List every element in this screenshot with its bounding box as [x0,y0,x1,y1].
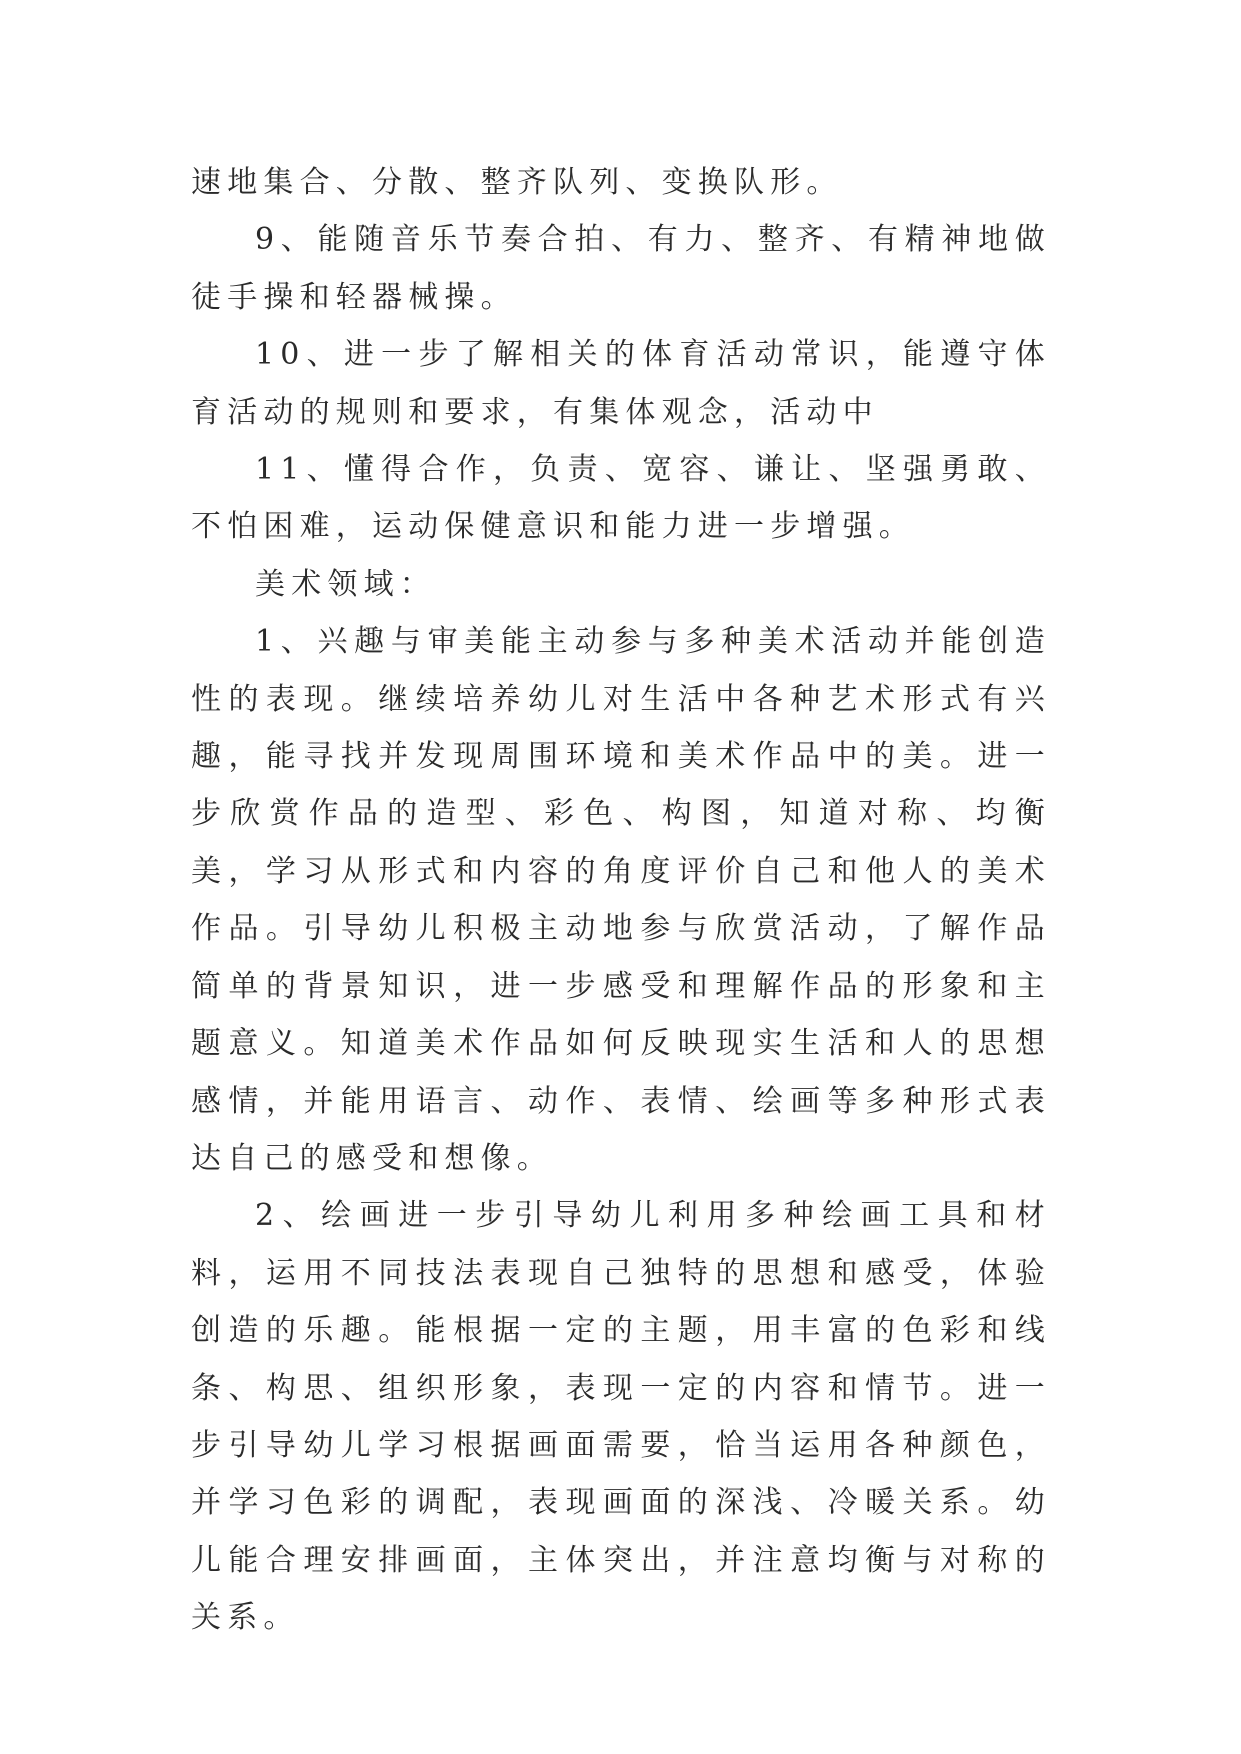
paragraph-1: 速地集合、分散、整齐队列、变换队形。 [191,165,843,200]
section-heading-art: 美术领域： [255,566,436,602]
document-page [191,154,1051,1647]
paragraph-art-1: 1、兴趣与审美能主动参与多种美术活动并能创造性的表现。继续培养幼儿对生活中各种艺术形式有兴趣，能寻找并发现周围环境和美术作品中的美。进一步欣赏作品的造型、彩色、构图，知道对称、均衡美，学习从形式和内容的角度评价自己和他人的美术作品。引导幼儿积极主动地参与欣赏活动，了解作品简单的背景知识，进一步感受和理解作品的形象和主题意义。知道美术作品如何反映现实生活和人的思想感情，并能用语言、动作、表情、绘画等多种形式表达自己的感受和想像。 [191,624,1051,1176]
paragraph-art-2: 2、绘画进一步引导幼儿利用多种绘画工具和材料，运用不同技法表现自己独特的思想和感受，体验创造的乐趣。能根据一定的主题，用丰富的色彩和线条、构思、组织形象，表现一定的内容和情节。进一步引导幼儿学习根据画面需要，恰当运用各种颜色，并学习色彩的调配，表现画面的深浅、冷暖关系。幼儿能合理安排画面，主体突出，并注意均衡与对称的关系。 [191,1198,1051,1636]
paragraph-2: 9、能随音乐节奏合拍、有力、整齐、有精神地做徒手操和轻器械操。 [191,222,1051,315]
paragraph-4: 11、懂得合作，负责、宽容、谦让、坚强勇敢、不怕困难，运动保健意识和能力进一步增强。 [191,452,1051,545]
paragraph-3: 10、进一步了解相关的体育活动常识，能遵守体育活动的规则和要求，有集体观念，活动中 [191,337,1051,430]
